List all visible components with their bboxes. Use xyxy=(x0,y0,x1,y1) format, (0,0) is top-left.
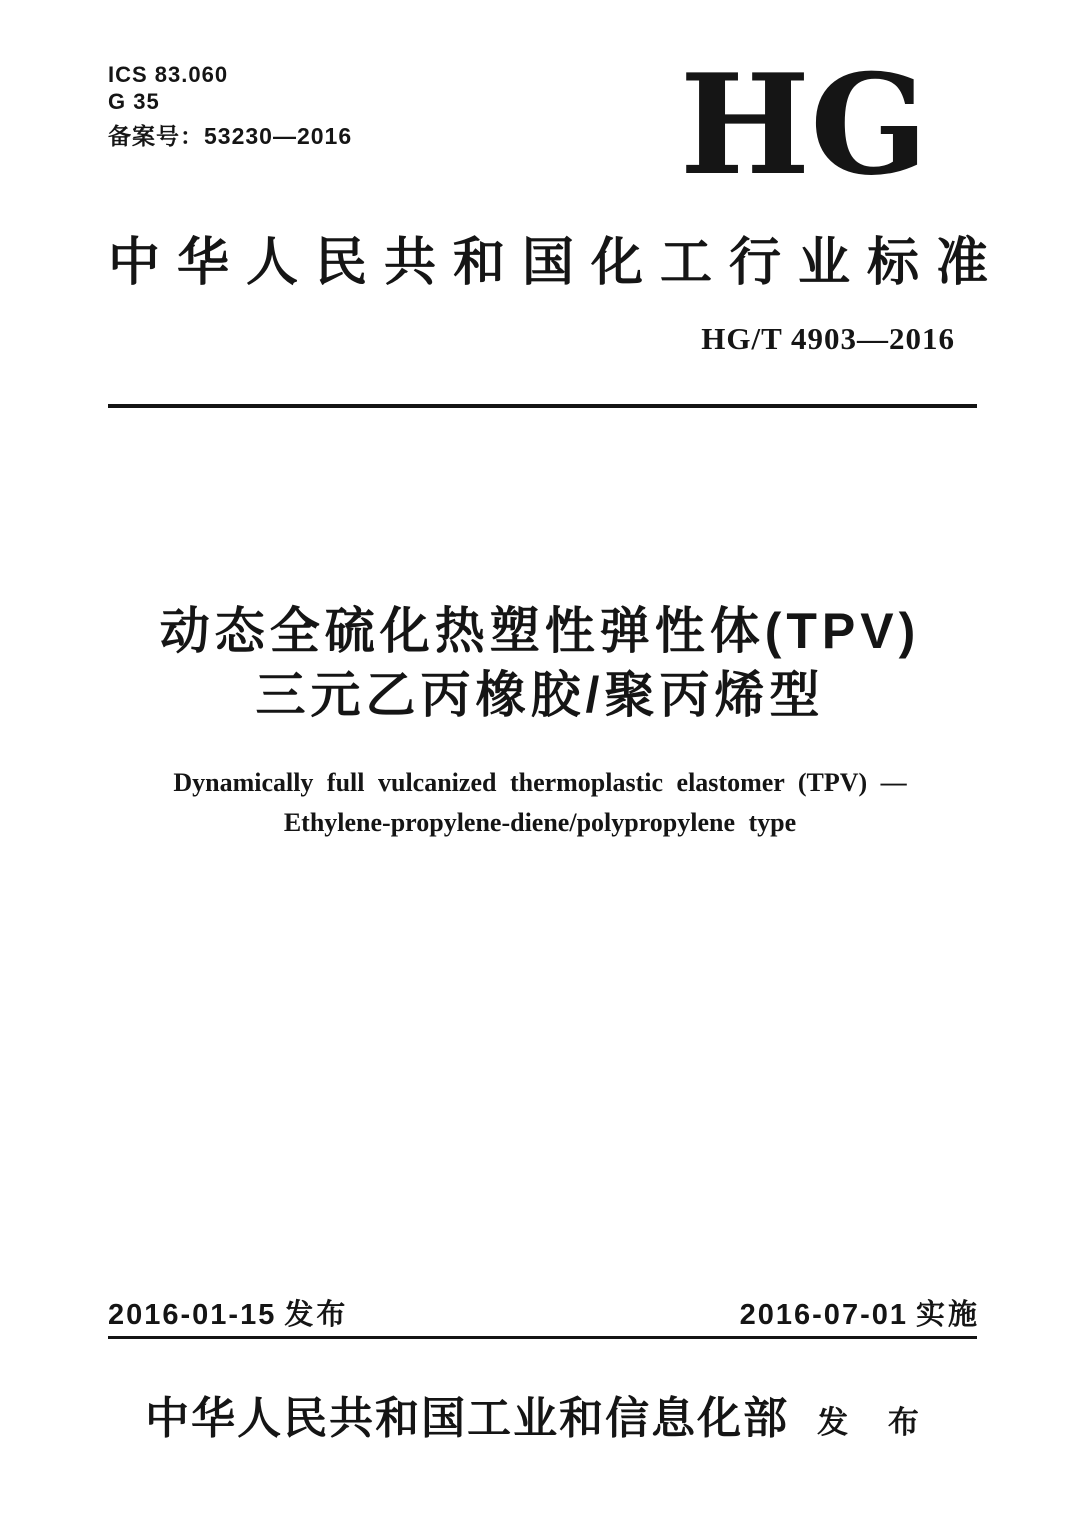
title-english-line2: Ethylene-propylene-diene/polypropylene type xyxy=(283,808,797,837)
issuer-name: 中华人民共和国工业和信息化部 xyxy=(145,1394,790,1443)
bottom-horizontal-rule xyxy=(108,1336,977,1339)
publish-label: 发 布 xyxy=(817,1405,935,1440)
title-chinese-line1: 动态全硫化热塑性弹性体(TPV) xyxy=(159,603,921,659)
implement-date-group xyxy=(740,1301,980,1330)
top-horizontal-rule xyxy=(108,404,977,408)
title-chinese-line2: 三元乙丙橡胶/聚丙烯型 xyxy=(255,667,825,723)
top-left-metadata xyxy=(108,62,352,150)
hg-logo: HG xyxy=(679,43,928,206)
implement-date-label: 实施 xyxy=(915,1299,980,1331)
class-code: G 35 xyxy=(108,88,160,114)
implement-date: 2016-07-01 xyxy=(739,1299,908,1331)
issuer-row xyxy=(0,1382,1080,1446)
issue-date-label: 发布 xyxy=(284,1299,349,1331)
issue-date-group xyxy=(108,1301,348,1330)
record-number: 备案号：53230—2016 xyxy=(108,122,353,149)
ics-code: ICS 83.060 xyxy=(108,62,229,87)
issue-date: 2016-01-15 xyxy=(108,1299,277,1331)
standard-number: HG/T 4903—2016 xyxy=(701,321,955,356)
standard-name-title: 中华人民共和国化工行业标准 xyxy=(108,235,1006,292)
dates-row xyxy=(108,1301,980,1330)
title-english-line1: Dynamically full vulcanized thermoplastic elastomer (TPV) — xyxy=(173,768,907,797)
